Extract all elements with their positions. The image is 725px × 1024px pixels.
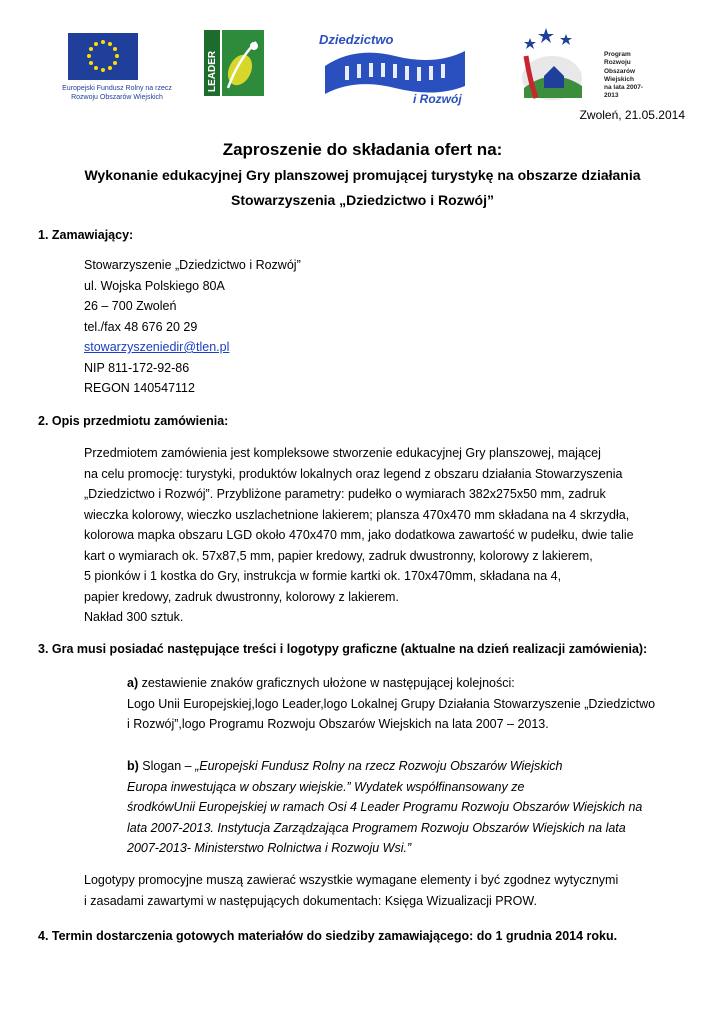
contact-nip: NIP 811-172-92-86	[84, 360, 190, 375]
section-3b-content: b) Slogan – „Europejski Fundusz Rolny na rzecz Rozwoju Obszarów Wiejskich Europa inwestująca w obszary wiejskie.” Wydatek współfinansowany ze środkówUnii Europejskiej w ramach Osi 4 Leader Programu Rozwoju Obszarów Wiejskich na lata 2007-2013. Instytucja Zarządzająca Programem Rozwoju Obszarów Wiejskich na lata 2007-2013- Ministerstwo Rolnictwa i Rozwoju Wsi.”	[127, 759, 643, 855]
svg-text:Dziedzictwo: Dziedzictwo	[319, 32, 394, 47]
dziedzictwo-logo	[315, 26, 475, 106]
paragraph-line: kart o wymiarach ok. 57x87,5 mm, papier kredowy, zadruk dwustronny, kolorowy z lakierem,	[84, 548, 593, 563]
contact-email-link[interactable]: stowarzyszeniedir@tlen.pl	[84, 340, 230, 354]
prow-logo	[516, 26, 656, 106]
header-logos	[0, 26, 725, 106]
section-2-heading: 2. Opis przedmiotu zamówienia:	[38, 414, 229, 428]
eu-logo-caption: Europejski Fundusz Rolny na rzecz Rozwoju Obszarów Wiejskich	[62, 85, 172, 101]
paragraph-line: Nakład 300 sztuk.	[84, 610, 184, 624]
section-3a-content: a) zestawienie znaków graficznych ułożone w następującej kolejności: Logo Unii Europejskiej,logo Leader,logo Lokalnej Grupy Działania Stowarzyszenie „Dziedzictwo i Rozwój”,logo Programu Rozwoju Obszarów Wiejskich na lata 2007 – 2013.	[127, 676, 656, 731]
paragraph-line: papier kredowy, zadruk dwustronny, kolorowy z lakierem.	[84, 589, 399, 604]
eu-logo	[52, 30, 182, 105]
section-4-heading: 4. Termin dostarczenia gotowych materiałów do siedziby zamawiającego: do 1 grudnia 2014 roku.	[38, 929, 618, 943]
paragraph-line: kolorowa mapka obszaru LGD około 470x470 mm, jako dodatkowa zawartość w pudełku, dwie talie	[84, 528, 634, 542]
contact-street: ul. Wojska Polskiego 80A	[84, 278, 225, 293]
contact-phone: tel./fax 48 676 20 29	[84, 319, 198, 334]
contact-name: Stowarzyszenie „Dziedzictwo i Rozwój”	[84, 258, 301, 272]
paragraph-line: na celu promocję: turystyki, produktów lokalnych oraz legend z obszaru działania Stowarzyszenia	[84, 466, 623, 481]
section-3-heading: 3. Gra musi posiadać następujące treści i logotypy graficzne (aktualne na dzień realizacji zamówienia):	[38, 642, 648, 656]
contact-regon: REGON 140547112	[84, 381, 195, 395]
eu-flag-icon	[68, 33, 138, 80]
item-a-label: a)	[127, 676, 139, 690]
prow-logo-text: Program Rozwoju Obszarów Wiejskich na lata 2007-2013	[604, 51, 644, 100]
item-b-label: b)	[127, 759, 139, 773]
paragraph-line: „Dziedzictwo i Rozwój”. Przybliżone parametry: pudełko o wymiarach 382x275x50 mm, zadruk	[84, 487, 606, 501]
document-title: Zaproszenie do składania ofert na:	[222, 140, 503, 159]
svg-text:LEADER: LEADER	[207, 50, 218, 92]
leader-logo	[204, 30, 264, 96]
contact-city: 26 – 700 Zwoleń	[84, 299, 177, 313]
svg-text:i Rozwój: i Rozwój	[413, 92, 462, 106]
document-subtitle-line1: Wykonanie edukacyjnej Gry planszowej promującej turystykę na obszarze działania	[84, 167, 641, 183]
section-3-note: Logotypy promocyjne muszą zawierać wszystkie wymagane elementy i być zgodnez wytycznymi i zasadami zawartymi w następujących dokumentach: Księga Wizualizacji PROW.	[84, 873, 619, 908]
document-date: Zwoleń, 21.05.2014	[579, 108, 685, 122]
document-subtitle-line2: Stowarzyszenia „Dziedzictwo i Rozwój”	[231, 192, 494, 208]
section-2-content	[84, 443, 634, 628]
paragraph-line: wieczka kolorowy, wieczko uszlachetnione lakierem; plansza 470x470 mm składana na 4 skrzydła,	[84, 507, 630, 522]
section-1-content	[84, 255, 301, 399]
paragraph-line: Przedmiotem zamówienia jest kompleksowe stworzenie edukacyjnej Gry planszowej, mającej	[84, 446, 601, 460]
paragraph-line: 5 pionków i 1 kostka do Gry, instrukcja w formie kartki ok. 170x470mm, składana na 4,	[84, 569, 562, 583]
section-1-heading: 1. Zamawiający:	[38, 228, 134, 242]
